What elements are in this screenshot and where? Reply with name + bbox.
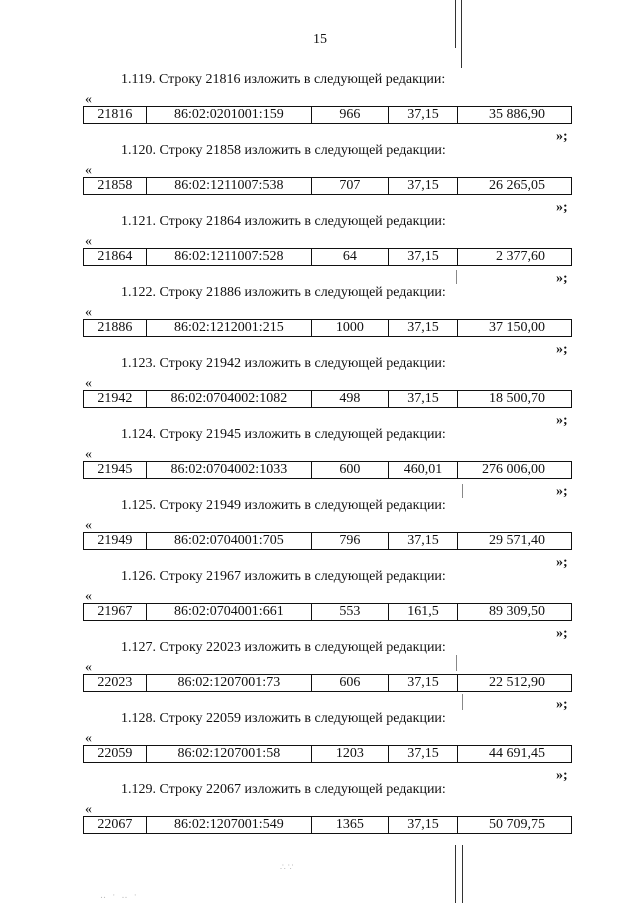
- area-cell: 796: [312, 533, 389, 549]
- row-number-cell: 21816: [84, 107, 147, 123]
- amendment-heading: 1.126. Строку 21967 изложить в следующей редакции:: [121, 569, 446, 584]
- area-cell: 707: [312, 178, 389, 194]
- amendment-heading: 1.125. Строку 21949 изложить в следующей редакции:: [121, 498, 446, 513]
- rate-cell: 37,15: [389, 391, 459, 407]
- cadastral-number-cell: 86:02:0704001:705: [147, 533, 312, 549]
- amendment-heading: 1.123. Строку 21942 изложить в следующей редакции:: [121, 356, 446, 371]
- rate-cell: 37,15: [389, 178, 459, 194]
- rate-cell: 37,15: [389, 746, 459, 762]
- scan-smudge: ∴∵: [280, 862, 296, 872]
- row-number-cell: 21942: [84, 391, 147, 407]
- rate-cell: 37,15: [389, 533, 459, 549]
- amendment-entry: [0, 356, 640, 426]
- rate-cell: 37,15: [389, 675, 459, 691]
- amendment-entry: [0, 782, 640, 852]
- amendment-entry: [0, 72, 640, 142]
- close-quote: »;: [556, 484, 568, 499]
- open-quote: «: [85, 92, 92, 107]
- table-row: [83, 106, 572, 124]
- open-quote: «: [85, 731, 92, 746]
- amendment-entry: [0, 285, 640, 355]
- row-number-cell: 21864: [84, 249, 147, 265]
- open-quote: «: [85, 660, 92, 675]
- amendment-heading: 1.127. Строку 22023 изложить в следующей редакции:: [121, 640, 446, 655]
- cadastral-number-cell: 86:02:0704002:1082: [147, 391, 312, 407]
- cadastral-number-cell: 86:02:1207001:73: [147, 675, 312, 691]
- amendment-heading: 1.128. Строку 22059 изложить в следующей редакции:: [121, 711, 446, 726]
- area-cell: 600: [312, 462, 389, 478]
- rate-cell: 161,5: [389, 604, 459, 620]
- amendment-entry: [0, 143, 640, 213]
- cadastral-number-cell: 86:02:0201001:159: [147, 107, 312, 123]
- area-cell: 1365: [312, 817, 389, 833]
- table-row: [83, 390, 572, 408]
- rate-cell: 37,15: [389, 249, 459, 265]
- table-row: [83, 674, 572, 692]
- cadastral-number-cell: 86:02:1212001:215: [147, 320, 312, 336]
- close-quote: »;: [556, 200, 568, 215]
- row-number-cell: 21858: [84, 178, 147, 194]
- close-quote: »;: [556, 342, 568, 357]
- amount-cell: 276 006,00: [482, 462, 546, 477]
- area-cell: 606: [312, 675, 389, 691]
- close-quote: »;: [556, 697, 568, 712]
- amount-cell: 37 150,00: [489, 320, 546, 335]
- close-quote: »;: [556, 129, 568, 144]
- amount-cell: 2 377,60: [496, 249, 546, 264]
- open-quote: «: [85, 802, 92, 817]
- area-cell: 64: [312, 249, 389, 265]
- amendment-entry: [0, 640, 640, 710]
- area-cell: 1203: [312, 746, 389, 762]
- amount-cell: 26 265,05: [489, 178, 546, 193]
- open-quote: «: [85, 518, 92, 533]
- amendment-heading: 1.120. Строку 21858 изложить в следующей редакции:: [121, 143, 446, 158]
- area-cell: 553: [312, 604, 389, 620]
- row-number-cell: 21886: [84, 320, 147, 336]
- amount-cell: 89 309,50: [489, 604, 546, 619]
- open-quote: «: [85, 234, 92, 249]
- close-quote: »;: [556, 413, 568, 428]
- amendment-entry: [0, 498, 640, 568]
- rate-cell: 37,15: [389, 817, 459, 833]
- open-quote: «: [85, 376, 92, 391]
- amount-cell: 44 691,45: [489, 746, 546, 761]
- cadastral-number-cell: 86:02:1207001:58: [147, 746, 312, 762]
- open-quote: «: [85, 589, 92, 604]
- table-row: [83, 816, 572, 834]
- table-row: [83, 461, 572, 479]
- rate-cell: 460,01: [389, 462, 459, 478]
- amendment-heading: 1.121. Строку 21864 изложить в следующей редакции:: [121, 214, 446, 229]
- cadastral-number-cell: 86:02:1211007:528: [147, 249, 312, 265]
- close-quote: »;: [556, 555, 568, 570]
- amount-cell: 18 500,70: [489, 391, 546, 406]
- amendment-heading: 1.119. Строку 21816 изложить в следующей редакции:: [121, 72, 446, 87]
- amendment-heading: 1.122. Строку 21886 изложить в следующей редакции:: [121, 285, 446, 300]
- rate-cell: 37,15: [389, 107, 459, 123]
- amendment-heading: 1.124. Строку 21945 изложить в следующей редакции:: [121, 427, 446, 442]
- row-number-cell: 22023: [84, 675, 147, 691]
- open-quote: «: [85, 305, 92, 320]
- row-number-cell: 22067: [84, 817, 147, 833]
- amendment-heading: 1.129. Строку 22067 изложить в следующей редакции:: [121, 782, 446, 797]
- close-quote: »;: [556, 271, 568, 286]
- row-number-cell: 21949: [84, 533, 147, 549]
- area-cell: 498: [312, 391, 389, 407]
- table-row: [83, 603, 572, 621]
- table-row: [83, 745, 572, 763]
- table-row: [83, 319, 572, 337]
- amount-cell: 29 571,40: [489, 533, 546, 548]
- scan-smudge: ‥ · ‥ ·: [100, 890, 139, 900]
- cadastral-number-cell: 86:02:0704002:1033: [147, 462, 312, 478]
- area-cell: 966: [312, 107, 389, 123]
- amendment-entry: [0, 711, 640, 781]
- cadastral-number-cell: 86:02:1207001:549: [147, 817, 312, 833]
- amount-cell: 50 709,75: [489, 817, 546, 832]
- table-row: [83, 177, 572, 195]
- close-quote: »;: [556, 626, 568, 641]
- close-quote: »;: [556, 768, 568, 783]
- amount-cell: 35 886,90: [489, 107, 546, 122]
- amendment-entry: [0, 569, 640, 639]
- page-number: 15: [313, 32, 327, 47]
- row-number-cell: 21967: [84, 604, 147, 620]
- table-row: [83, 532, 572, 550]
- row-number-cell: 21945: [84, 462, 147, 478]
- amendment-entry: [0, 214, 640, 284]
- open-quote: «: [85, 163, 92, 178]
- amendment-entry: [0, 427, 640, 497]
- cadastral-number-cell: 86:02:1211007:538: [147, 178, 312, 194]
- cadastral-number-cell: 86:02:0704001:661: [147, 604, 312, 620]
- rate-cell: 37,15: [389, 320, 459, 336]
- amount-cell: 22 512,90: [489, 675, 546, 690]
- table-row: [83, 248, 572, 266]
- row-number-cell: 22059: [84, 746, 147, 762]
- area-cell: 1000: [312, 320, 389, 336]
- open-quote: «: [85, 447, 92, 462]
